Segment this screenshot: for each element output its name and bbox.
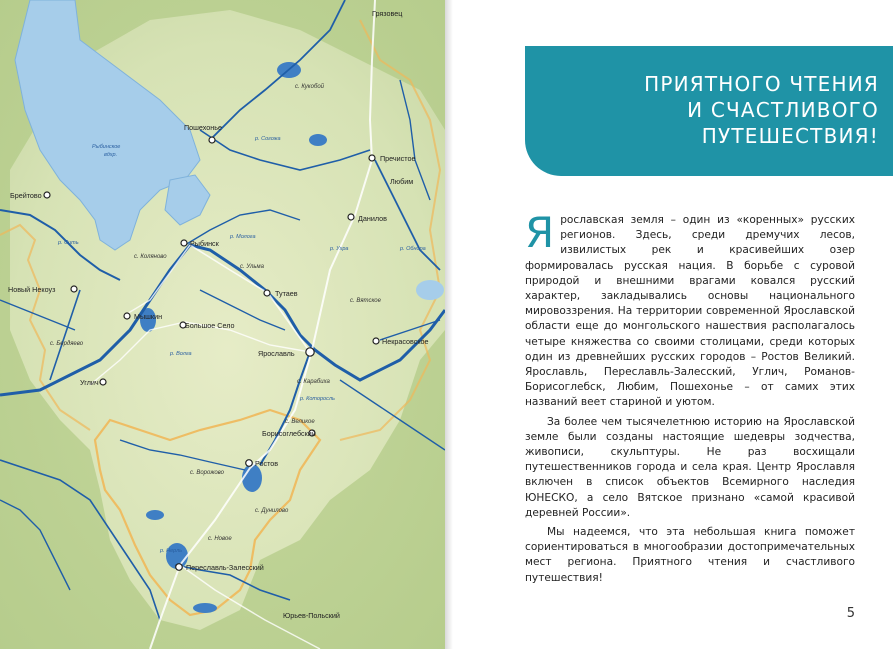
paragraph-1-text: рославская земля – один из «коренных» русских регионов. Здесь, среди дремучих лесов, извилистых рек и красивейших озер формировалась русская нация. В борьбе с суровой природой и внешними врагами ковался русский характер, закладывались основы национального мировоззрения. На территории современной Ярославской области еще до монгольского нашествия располагалось четыре княжества со своими столицами, среди которых один из древнейших русских городов – Ростов Великий. Ярославль, Переславль-Залесский, Углич, Романов-Борисоглебск, Любим, Пошехонье – от самих этих названий веет стариной и уютом. [525,214,855,409]
marker-breytovo [44,192,50,198]
label-ulma: с. Ульма [240,264,264,270]
label-lyubim: Любим [390,177,414,186]
label-river-nerl: р. Нерль [160,548,183,554]
label-river-obnora: р. Обнора [400,246,426,252]
paragraph-2: За более чем тысячелетнюю историю на Ярославской земле были созданы настоящие шедевры зодчества, живописи, скульптуры. Не раз восхищали путешественников города и села края. Центр Ярославля включен в список объектов Всемирного наследия ЮНЕСКО, а село Вятское признано «самой красивой деревней России». [525,415,855,519]
marker-rostov [246,460,253,467]
label-karabikha: с. Карабиха [297,379,330,385]
label-rostov: Ростов [255,459,279,468]
label-river-soga: р. Согожа [255,136,281,142]
banner-line-2: И СЧАСТЛИВОГО [687,98,879,122]
label-prechistoe: Пречистое [380,154,416,163]
dropcap: Я [525,208,555,257]
label-borisoglebsky: Борисоглебский [262,429,316,438]
lake-nero [242,464,262,492]
label-velikoe: с. Великое [285,419,315,425]
marker-prechistoe [369,155,375,161]
label-river-volga: р. Волга [170,351,192,357]
banner-line-1: ПРИЯТНОГО ЧТЕНИЯ [644,72,879,96]
label-river-mologa: р. Молога [230,234,256,240]
label-breytovo: Брейтово [10,191,42,200]
lake-south [193,603,217,613]
lake-ne [416,280,444,300]
label-dunilovo: с. Дунилово [255,508,289,514]
lake-sw [146,510,164,520]
label-river-kotorosl: р. Которосль [300,396,335,402]
lake-label-1: Рыбинское [92,144,121,150]
label-vorzhovo: с. Ворожово [190,470,225,476]
marker-rybinsk [181,240,187,246]
region-map [0,0,445,649]
label-rybinsk: Рыбинск [190,239,219,248]
label-bolshoe-selo: Большое Село [185,321,235,330]
label-nekrasovskoe: Некрасовское [382,337,429,346]
label-danilov: Данилов [358,214,387,223]
label-berdiaevo: с. Бердяево [50,341,84,347]
paragraph-3: Мы надеемся, что эта небольшая книга поможет сориентироваться в многообразии достопримечательных мест региона. Приятного чтения и счастливого путешествия! [525,526,855,584]
label-myshkin: Мышкин [134,312,163,321]
label-yuryev-polsky: Юрьев-Польский [283,611,340,620]
marker-nekouz [71,286,77,292]
banner-line-3: ПУТЕШЕСТВИЯ! [701,124,879,148]
marker-nekrasovskoe [373,338,379,344]
label-kukoboy: с. Кукобой [295,84,325,90]
lake-label-2: вдхр. [104,152,118,158]
marker-tutaev [264,290,270,296]
page-gutter [445,0,453,649]
body-text [525,208,855,586]
marker-poshekhonye [209,137,215,143]
label-uglich: Углич [80,378,99,387]
lake-east [309,134,327,146]
label-yaroslavl: Ярославль [258,349,295,358]
label-river-ukhra: р. Ухра [330,246,349,252]
label-gryazovets: Грязовец [372,9,403,18]
marker-yaroslavl [306,348,314,356]
label-nekouz: Новый Некоуз [8,285,56,294]
label-poshekhonye: Пошехонье [184,123,222,132]
page-number: 5 [846,606,855,621]
marker-myshkin [124,313,130,319]
marker-uglich [100,379,106,385]
heading-banner [525,46,893,176]
label-novoe: с. Новое [208,536,232,542]
marker-danilov [348,214,354,220]
text-page [453,0,893,649]
label-river-sit: р. Сить [58,240,79,246]
label-tutaev: Тутаев [275,289,298,298]
label-kolyanovo: с. Коляново [134,254,167,260]
marker-pereslavl [176,564,183,571]
paragraph-1 [525,208,855,411]
label-vyatskoe: с. Вятское [350,298,381,304]
label-pereslavl: Переславль-Залесский [186,563,264,572]
